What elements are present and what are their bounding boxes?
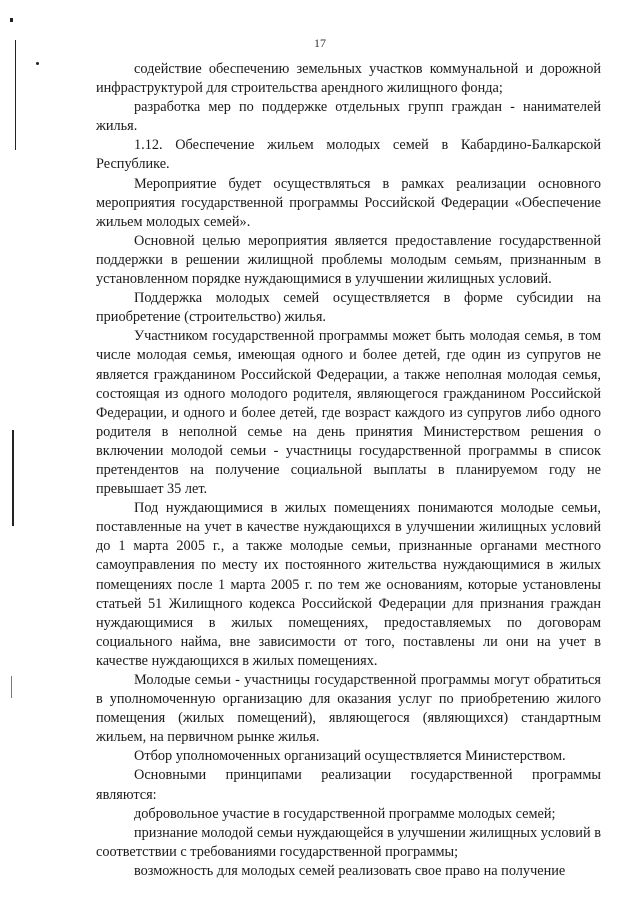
- page-number: 17: [314, 36, 326, 50]
- list-item: возможность для молодых семей реализовать свое право на получение: [134, 862, 566, 879]
- paragraph: Участником государственной программы может быть молодая семья, в том числе молодая семья, имеющая одного и более детей, где один из супругов не является гражданином Российской Федерации, а также неполная молодая семья, состоящая из одного молодого родителя, являющегося гражданином Российской Федерации, и одного и более детей, где возраст каждого из супругов либо одного родителя в неполной семье на день принятия Министерством решения о включении молодой семьи - участницы государственной программы в список претендентов на получение социальной выплаты в планируемом году не превышает 35 лет.: [96, 328, 601, 498]
- list-item: добровольное участие в государственной программе молодых семей;: [134, 805, 556, 822]
- list-item: признание молодой семьи нуждающейся в улучшении жилищных условий в соответствии с требованиями государственной программы;: [96, 824, 601, 860]
- margin-mark: [15, 40, 16, 150]
- margin-mark: [11, 676, 12, 698]
- margin-mark: [10, 18, 13, 22]
- paragraph: содействие обеспечению земельных участков коммунальной и дорожной инфраструктурой для строительства арендного жилищного фонда;: [96, 61, 601, 97]
- margin-mark: [36, 62, 39, 65]
- margin-mark: [12, 430, 14, 526]
- paragraph: Молодые семьи - участницы государственной программы могут обратиться в уполномоченную организацию для оказания услуг по приобретению жилого помещения (жилых помещений), являющегося (являющихся) стандартным жильем, на первичном рынке жилья.: [96, 672, 601, 746]
- paragraph: разработка мер по поддержке отдельных групп граждан - нанимателей жилья.: [96, 99, 601, 135]
- section-heading: 1.12. Обеспечение жильем молодых семей в Кабардино-Балкарской Республике.: [96, 137, 601, 173]
- paragraph: Поддержка молодых семей осуществляется в форме субсидии на приобретение (строительство) жилья.: [96, 290, 601, 326]
- paragraph: Основной целью мероприятия является предоставление государственной поддержки в решении жилищной проблемы молодым семьям, признанным в установленном порядке нуждающимися в улучшении жилищных условий.: [96, 232, 601, 288]
- paragraph: Отбор уполномоченных организаций осуществляется Министерством.: [134, 748, 566, 765]
- paragraph: Мероприятие будет осуществляться в рамках реализации основного мероприятия государственной программы Российской Федерации «Обеспечение жильем молодых семей».: [96, 175, 601, 230]
- paragraph: Под нуждающимися в жилых помещениях понимаются молодые семьи, поставленные на учет в качестве нуждающихся в улучшении жилищных условий до 1 марта 2005 г., а также молодые семьи, признанные органами местного самоуправления по месту их постоянного жительства нуждающимися в жилых помещениях после 1 марта 2005 г. по тем же основаниям, которые установлены статьей 51 Жилищного кодекса Российской Федерации для признания граждан нуждающимися в жилых помещениях, предоставляемых по договорам социального найма, вне зависимости от того, поставлены ли они на учет в качестве нуждающихся в жилых помещениях.: [96, 500, 601, 669]
- document-body: [96, 60, 601, 881]
- paragraph: Основными принципами реализации государственной программы являются:: [96, 767, 601, 803]
